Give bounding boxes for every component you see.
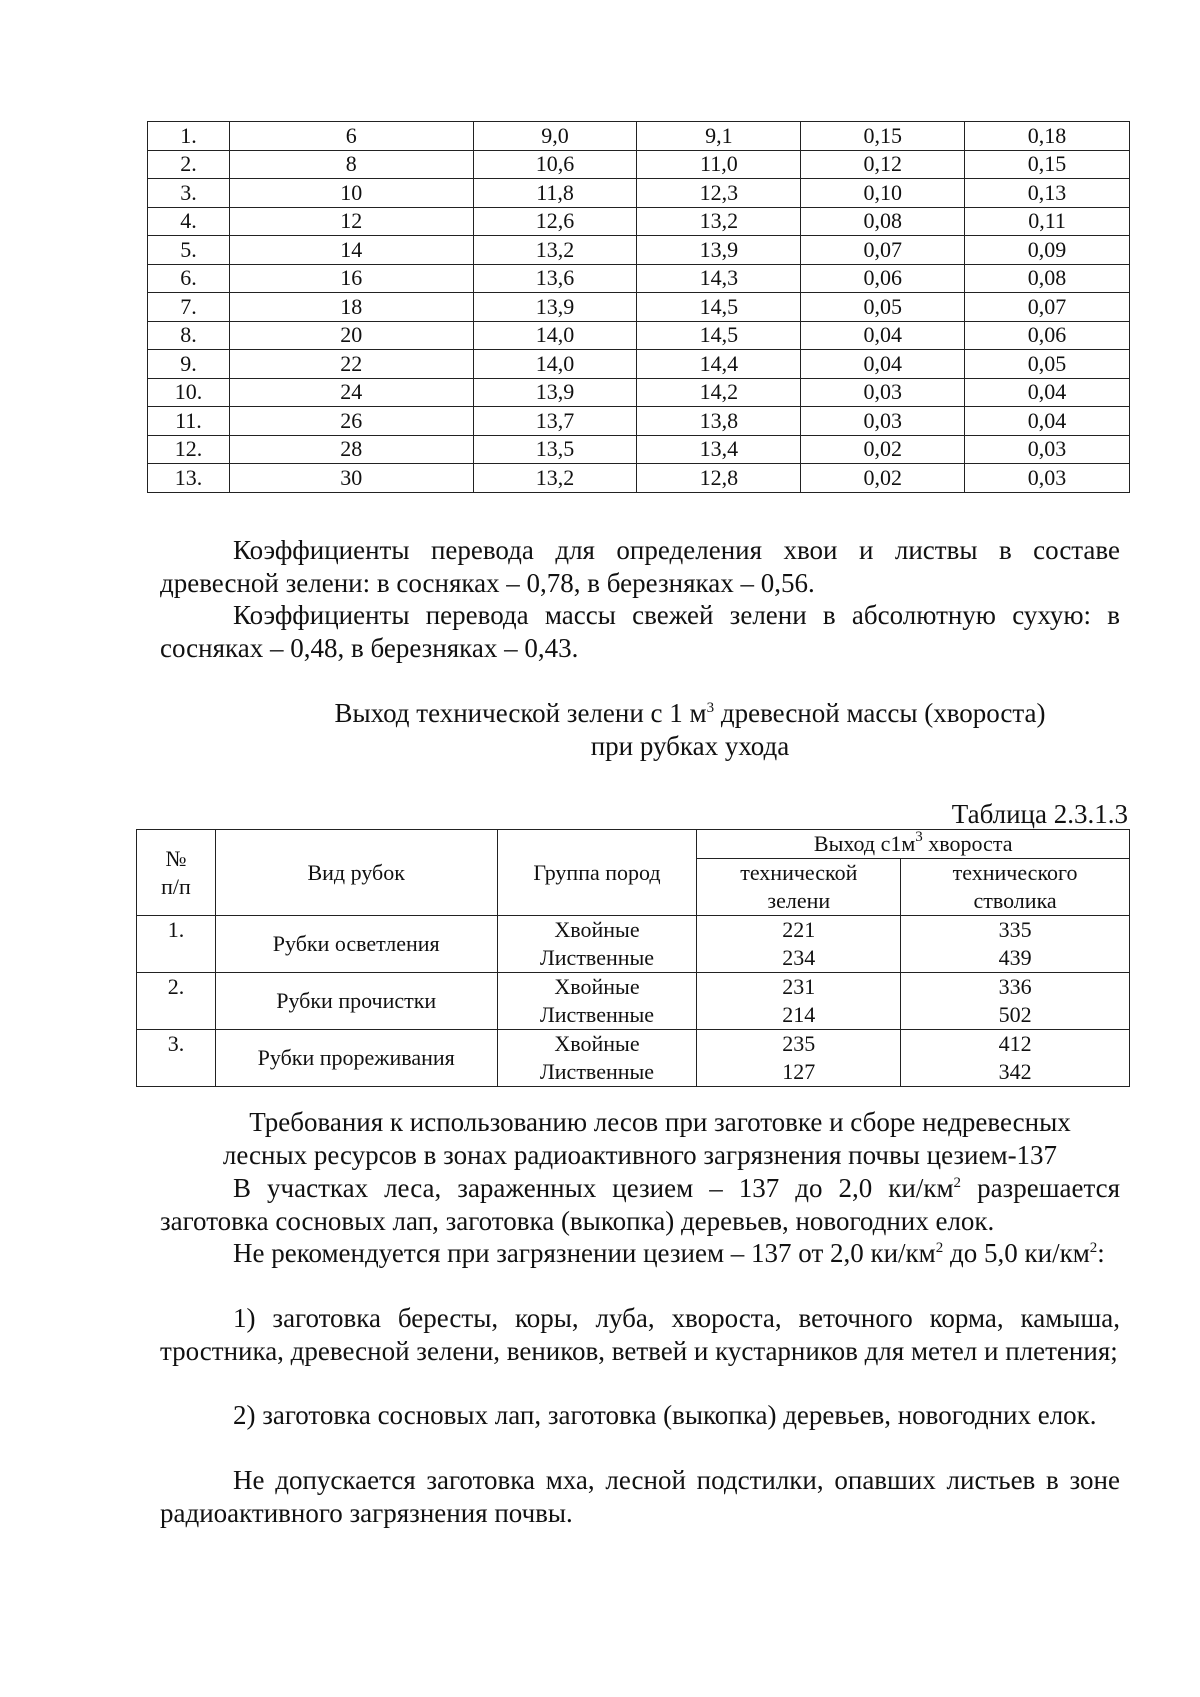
table-cell: 0,04 [801, 321, 965, 350]
header-number-sign: № [165, 845, 187, 871]
header-output [697, 830, 1130, 859]
table-cell: 0,15 [801, 122, 965, 151]
cut-type-value: Рубки осветления [272, 931, 440, 956]
table-cell: 18 [229, 293, 473, 322]
heading-text: Выход технической зелени с 1 м [334, 698, 707, 728]
table-cell: 13,7 [473, 407, 637, 436]
tech-greenery-value: 235 [782, 1031, 816, 1056]
table-cell: 14,3 [637, 264, 801, 293]
table-cell: 11,0 [637, 150, 801, 179]
table-cell: 13,9 [473, 378, 637, 407]
tech-greenery-value: 234 [782, 945, 816, 970]
notrec-text-mid: до 5,0 ки/км [943, 1238, 1090, 1268]
table-row [148, 122, 1130, 151]
tech-greenery-value: 214 [782, 1002, 816, 1027]
tree-group [497, 1030, 697, 1087]
tech-pole-value: 336 [998, 974, 1032, 999]
table-cell: 6 [229, 122, 473, 151]
tree-group-value: Лиственные [539, 945, 655, 970]
header-tech-greenery-l2: зелени [767, 888, 831, 913]
table-cell: 12 [229, 207, 473, 236]
row-number-value: 2. [167, 974, 185, 999]
table-cell: 11,8 [473, 179, 637, 208]
table-row [137, 1030, 1130, 1087]
header-tree-group: Группа пород [497, 830, 697, 916]
table-cell: 0,10 [801, 179, 965, 208]
header-output-text: Выход с1м [813, 831, 916, 856]
allowed-text: В участках леса, зараженных цезием – 137 до 2,0 ки/км [233, 1173, 954, 1203]
table-cell: 9. [148, 350, 230, 379]
table-row [148, 207, 1130, 236]
table-cell: 24 [229, 378, 473, 407]
table-cell: 14,4 [637, 350, 801, 379]
table-cell: 10,6 [473, 150, 637, 179]
row-number [137, 973, 216, 1030]
table-cell: 0,02 [801, 435, 965, 464]
table-cell: 14,2 [637, 378, 801, 407]
table-cell: 12. [148, 435, 230, 464]
table-cell: 0,06 [801, 264, 965, 293]
allowed-sup: 2 [953, 1175, 962, 1191]
thinning-table-header [137, 830, 1130, 916]
table-cell: 9,0 [473, 122, 637, 151]
table-row [137, 973, 1130, 1030]
table-row [148, 321, 1130, 350]
tree-group-value: Лиственные [539, 1059, 655, 1084]
table-row [148, 350, 1130, 379]
tech-greenery [697, 1030, 901, 1087]
header-tech-greenery [697, 859, 901, 916]
tech-pole [901, 1030, 1130, 1087]
section-title-line1: Требования к использованию лесов при заготовке и сборе недревесных [249, 1107, 1071, 1137]
table-cell: 8 [229, 150, 473, 179]
table-cell: 0,08 [965, 264, 1130, 293]
paragraph-prohibited: Не допускается заготовка мха, лесной подстилки, опавших листьев в зоне радиоактивного загрязнения почвы. [160, 1465, 1120, 1528]
tree-group-value: Хвойные [554, 1031, 640, 1056]
cut-type [215, 1030, 497, 1087]
table-cell: 0,04 [801, 350, 965, 379]
table-cell: 22 [229, 350, 473, 379]
table-cell: 13,2 [473, 236, 637, 265]
section-title-line2: лесных ресурсов в зонах радиоактивного загрязнения почвы цезием-137 [222, 1140, 1058, 1170]
table2-heading-line2: при рубках ухода [590, 731, 790, 761]
tech-greenery [697, 973, 901, 1030]
table-cell: 0,04 [965, 407, 1130, 436]
table-cell: 0,05 [801, 293, 965, 322]
cut-type [215, 973, 497, 1030]
table-cell: 12,6 [473, 207, 637, 236]
row-number [137, 1030, 216, 1087]
table-cell: 2. [148, 150, 230, 179]
table-cell: 16 [229, 264, 473, 293]
paragraph-allowed [160, 1172, 1120, 1237]
header-tech-pole-l2: стволика [973, 888, 1057, 913]
table-cell: 0,06 [965, 321, 1130, 350]
table-cell: 0,11 [965, 207, 1130, 236]
notrec-text: Не рекомендуется при загрязнении цезием – 137 от 2,0 ки/км [233, 1238, 936, 1268]
header-number-pp: п/п [161, 873, 191, 899]
table-cell: 10. [148, 378, 230, 407]
table-cell: 20 [229, 321, 473, 350]
tree-group-value: Хвойные [554, 974, 640, 999]
table-row [148, 407, 1130, 436]
table-row [148, 236, 1130, 265]
tech-pole-value: 335 [998, 917, 1032, 942]
tree-group-value: Лиственные [539, 1002, 655, 1027]
table-cell: 0,07 [801, 236, 965, 265]
table-cell: 12,8 [637, 464, 801, 493]
table-cell: 0,07 [965, 293, 1130, 322]
table-row [148, 464, 1130, 493]
table-cell: 0,12 [801, 150, 965, 179]
paragraph-dry-mass-coefficients: Коэффициенты перевода массы свежей зелени в абсолютную сухую: в сосняках – 0,48, в березняках – 0,43. [160, 600, 1120, 663]
table-cell: 14,5 [637, 321, 801, 350]
paragraph-needle-coefficients: Коэффициенты перевода для определения хвои и листвы в составе древесной зелени: в сосняках – 0,78, в березняках – 0,56. [160, 535, 1120, 598]
list-item-2: 2) заготовка сосновых лап, заготовка (выкопка) деревьев, новогодних елок. [233, 1400, 1097, 1430]
table-row [148, 264, 1130, 293]
table-cell: 1. [148, 122, 230, 151]
thinning-table-body [137, 916, 1130, 1087]
header-number [137, 830, 216, 916]
header-tech-pole-l1: технического [952, 860, 1078, 885]
table-row [148, 293, 1130, 322]
table-cell: 13,9 [637, 236, 801, 265]
cut-type [215, 916, 497, 973]
tech-pole-value: 412 [998, 1031, 1032, 1056]
tech-greenery-value: 127 [782, 1059, 816, 1084]
header-cut-type: Вид рубок [215, 830, 497, 916]
table-cell: 0,03 [965, 435, 1130, 464]
notrec-text-end: : [1097, 1238, 1105, 1268]
thinning-output-table [136, 829, 1130, 1087]
table-cell: 3. [148, 179, 230, 208]
table-cell: 28 [229, 435, 473, 464]
table-cell: 14,0 [473, 350, 637, 379]
header-output-text-cont: хвороста [922, 831, 1013, 856]
table-cell: 10 [229, 179, 473, 208]
paragraph-not-recommended [160, 1237, 1120, 1270]
row-number-value: 1. [167, 917, 185, 942]
table-cell: 0,05 [965, 350, 1130, 379]
table-cell: 0,13 [965, 179, 1130, 208]
table-cell: 9,1 [637, 122, 801, 151]
table-cell: 14 [229, 236, 473, 265]
table-cell: 0,03 [801, 378, 965, 407]
table-row [148, 378, 1130, 407]
table-cell: 0,09 [965, 236, 1130, 265]
table-cell: 7. [148, 293, 230, 322]
coefficients-table-body [148, 122, 1130, 493]
tech-pole-value: 502 [998, 1002, 1032, 1027]
notrec-sup1: 2 [935, 1240, 944, 1256]
table-cell: 0,04 [965, 378, 1130, 407]
cut-type-value: Рубки прочистки [276, 988, 437, 1013]
table-row [148, 150, 1130, 179]
tree-group [497, 916, 697, 973]
table-cell: 0,18 [965, 122, 1130, 151]
table-cell: 0,03 [965, 464, 1130, 493]
table2-caption: Таблица 2.3.1.3 [951, 799, 1128, 829]
table-cell: 13,6 [473, 264, 637, 293]
tree-group-value: Хвойные [554, 917, 640, 942]
coefficients-table [147, 121, 1130, 493]
heading-superscript: 3 [706, 700, 715, 716]
table-cell: 5. [148, 236, 230, 265]
list-item-1: 1) заготовка бересты, коры, луба, хвороста, веточного корма, камыша, тростника, древесной зелени, веников, ветвей и кустарников для метел и плетения; [160, 1303, 1120, 1366]
tech-greenery [697, 916, 901, 973]
table-cell: 6. [148, 264, 230, 293]
table-cell: 13. [148, 464, 230, 493]
tech-greenery-value: 231 [782, 974, 816, 999]
table-cell: 13,2 [473, 464, 637, 493]
table-cell: 0,08 [801, 207, 965, 236]
table-cell: 14,0 [473, 321, 637, 350]
table-cell: 8. [148, 321, 230, 350]
tech-pole [901, 916, 1130, 973]
table-cell: 14,5 [637, 293, 801, 322]
table-cell: 12,3 [637, 179, 801, 208]
row-number-value: 3. [167, 1031, 185, 1056]
table-cell: 0,15 [965, 150, 1130, 179]
cut-type-value: Рубки прореживания [257, 1045, 455, 1070]
table-cell: 4. [148, 207, 230, 236]
table-cell: 13,9 [473, 293, 637, 322]
table-cell: 11. [148, 407, 230, 436]
table-cell: 26 [229, 407, 473, 436]
tech-greenery-value: 221 [782, 917, 816, 942]
table-cell: 13,8 [637, 407, 801, 436]
header-tech-pole [901, 859, 1130, 916]
table-cell: 13,4 [637, 435, 801, 464]
notrec-sup2: 2 [1089, 1240, 1098, 1256]
table-cell: 30 [229, 464, 473, 493]
tree-group [497, 973, 697, 1030]
table-row [148, 179, 1130, 208]
table-cell: 13,2 [637, 207, 801, 236]
tech-pole-value: 439 [998, 945, 1032, 970]
tech-pole [901, 973, 1130, 1030]
tech-pole-value: 342 [998, 1059, 1032, 1084]
table-row [137, 916, 1130, 973]
heading-text-cont: древесной массы (хвороста) [714, 698, 1046, 728]
table2-heading-line1 [250, 697, 1130, 730]
row-number [137, 916, 216, 973]
table-cell: 0,02 [801, 464, 965, 493]
allowed-text-cont: разрешается заготовка сосновых лап, заготовка (выкопка) деревьев, новогодних елок. [160, 1173, 1120, 1236]
header-output-sup: 3 [915, 829, 923, 845]
table-row [148, 435, 1130, 464]
header-tech-greenery-l1: технической [740, 860, 858, 885]
table-cell: 0,03 [801, 407, 965, 436]
table-cell: 13,5 [473, 435, 637, 464]
